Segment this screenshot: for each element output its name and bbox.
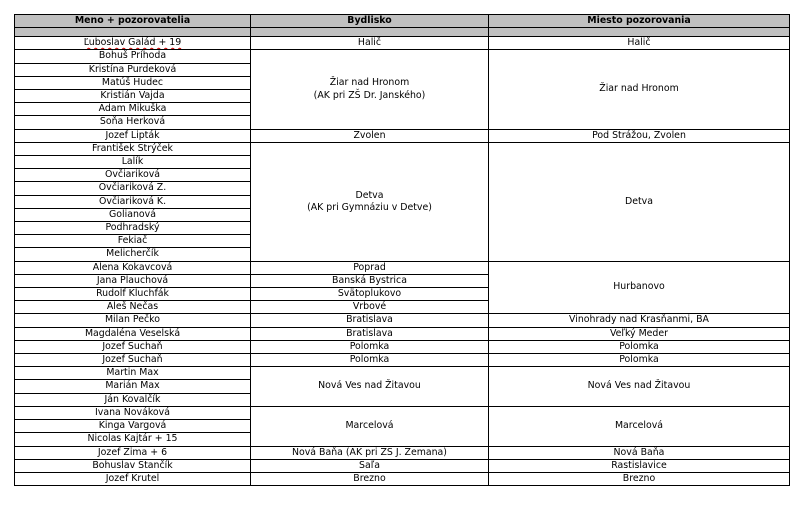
miesto-cell: Brezno: [489, 472, 790, 485]
miesto-cell: Nová Baňa: [489, 446, 790, 459]
miesto-cell: Detva: [489, 142, 790, 261]
name-cell: Podhradský: [15, 222, 251, 235]
miesto-cell: Hurbanovo: [489, 261, 790, 314]
bydlisko-cell: Bratislava: [251, 314, 489, 327]
name-cell: Kristína Purdeková: [15, 63, 251, 76]
name-cell: Martin Max: [15, 367, 251, 380]
miesto-cell: Rastislavice: [489, 459, 790, 472]
observers-table: [14, 14, 790, 486]
miesto-cell: Vinohrady nad Krasňanmi, BA: [489, 314, 790, 327]
table-row: [15, 261, 790, 274]
name-cell: František Strýček: [15, 142, 251, 155]
bydlisko-cell: Žiar nad Hronom (AK pri ZŠ Dr. Janského): [251, 50, 489, 129]
bydlisko-cell: Poprad: [251, 261, 489, 274]
name-cell: Jozef Lipták: [15, 129, 251, 142]
header-row: [15, 15, 790, 28]
miesto-cell: Polomka: [489, 340, 790, 353]
table-row: [15, 340, 790, 353]
bydlisko-cell: Halič: [251, 37, 489, 50]
name-cell: Ján Kovalčík: [15, 393, 251, 406]
table-row: [15, 37, 790, 50]
name-cell: Jana Plauchová: [15, 274, 251, 287]
bydlisko-cell: Banská Bystrica: [251, 274, 489, 287]
miesto-cell: Nová Ves nad Žitavou: [489, 367, 790, 407]
miesto-cell: Marcelová: [489, 406, 790, 446]
name-cell: Milan Pečko: [15, 314, 251, 327]
bydlisko-cell: Polomka: [251, 354, 489, 367]
name-cell: Jozef Zima + 6: [15, 446, 251, 459]
name-cell: Bohuslav Stančík: [15, 459, 251, 472]
name-cell: Jozef Šuchaň: [15, 354, 251, 367]
bydlisko-cell: Svätoplukovo: [251, 288, 489, 301]
bydlisko-cell: Vrbové: [251, 301, 489, 314]
bydlisko-cell: Marcelová: [251, 406, 489, 446]
table-row: [15, 406, 790, 419]
bydlisko-cell: Nová Baňa (AK pri ZŠ J. Zemana): [251, 446, 489, 459]
name-cell: Ovčiariková Z.: [15, 182, 251, 195]
name-cell: Kristián Vajda: [15, 90, 251, 103]
name-cell: Ovčiariková K.: [15, 195, 251, 208]
bydlisko-cell: Bratislava: [251, 327, 489, 340]
table-row: [15, 50, 790, 63]
name-cell: Lalík: [15, 156, 251, 169]
name-cell: Melicherčík: [15, 248, 251, 261]
miesto-cell: Pod Strážou, Zvolen: [489, 129, 790, 142]
table-row: [15, 129, 790, 142]
name-cell: Fekiač: [15, 235, 251, 248]
name-cell: Kinga Vargová: [15, 420, 251, 433]
bydlisko-cell: Šaľa: [251, 459, 489, 472]
table-row: [15, 314, 790, 327]
name-cell: Magdaléna Veselská: [15, 327, 251, 340]
miesto-cell: Veľký Meder: [489, 327, 790, 340]
bydlisko-cell: Brezno: [251, 472, 489, 485]
miesto-cell: Polomka: [489, 354, 790, 367]
table-row: [15, 446, 790, 459]
blank-row: [15, 28, 790, 37]
header-name: Meno + pozorovatelia: [15, 15, 251, 28]
name-cell: Bohuš Príhoda: [15, 50, 251, 63]
name-cell: Marián Max: [15, 380, 251, 393]
name-cell: Alena Kokavcová: [15, 261, 251, 274]
table-row: [15, 459, 790, 472]
bydlisko-cell: Detva (AK pri Gymnáziu v Detve): [251, 142, 489, 261]
name-cell: Soňa Herková: [15, 116, 251, 129]
name-cell: Nicolas Kajtár + 15: [15, 433, 251, 446]
name-cell: Ľuboslav Galád + 19: [15, 37, 251, 50]
name-cell: Jozef Krutel: [15, 472, 251, 485]
name-cell: Matúš Hudec: [15, 76, 251, 89]
bydlisko-cell: Polomka: [251, 340, 489, 353]
bydlisko-cell: Zvolen: [251, 129, 489, 142]
name-cell: Ovčiariková: [15, 169, 251, 182]
name-cell: Aleš Nečas: [15, 301, 251, 314]
name-cell: Rudolf Kluchfák: [15, 288, 251, 301]
table-row: [15, 327, 790, 340]
header-bydlisko: Bydlisko: [251, 15, 489, 28]
table-row: [15, 472, 790, 485]
name-cell: Golianová: [15, 208, 251, 221]
table-row: [15, 367, 790, 380]
miesto-cell: Žiar nad Hronom: [489, 50, 790, 129]
name-cell: Ivana Nováková: [15, 406, 251, 419]
name-cell: Adam Mikuška: [15, 103, 251, 116]
bydlisko-cell: Nová Ves nad Žitavou: [251, 367, 489, 407]
table-row: [15, 354, 790, 367]
name-cell: Jozef Šuchaň: [15, 340, 251, 353]
table-row: [15, 142, 790, 155]
miesto-cell: Halič: [489, 37, 790, 50]
header-miesto: Miesto pozorovania: [489, 15, 790, 28]
